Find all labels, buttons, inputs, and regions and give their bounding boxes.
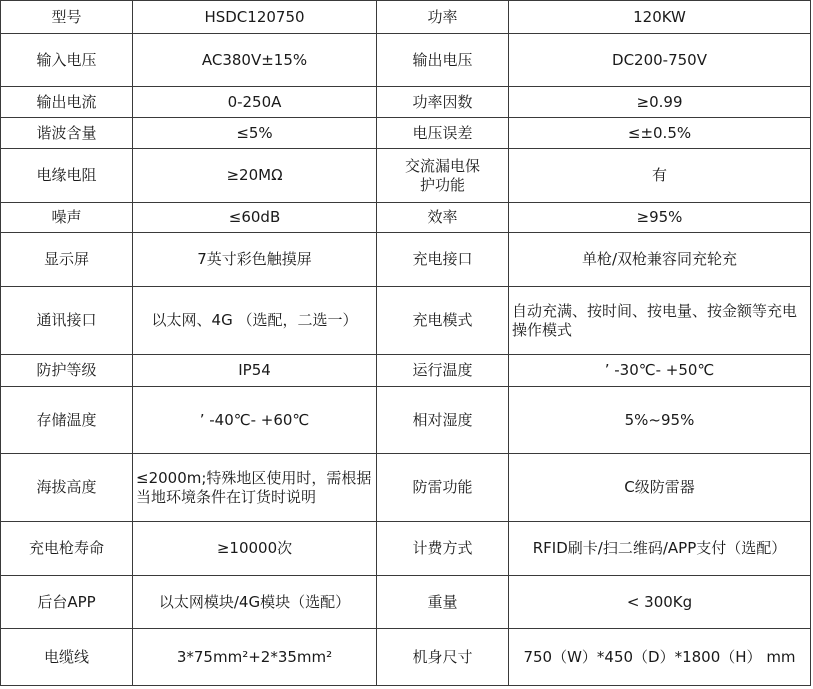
spec-label: 充电接口: [377, 233, 509, 287]
spec-label: 机身尺寸: [377, 629, 509, 686]
spec-label: 充电模式: [377, 287, 509, 355]
spec-label: 输出电流: [1, 87, 133, 118]
spec-value: ≥95%: [509, 203, 811, 233]
table-row: [1, 355, 811, 387]
spec-label: 交流漏电保护功能: [377, 149, 509, 203]
spec-value: DC200-750V: [509, 34, 811, 87]
spec-label: 噪声: [1, 203, 133, 233]
spec-value: ≥10000次: [133, 522, 377, 576]
table-row: [1, 203, 811, 233]
spec-label: 电缘电阻: [1, 149, 133, 203]
spec-label: 功率因数: [377, 87, 509, 118]
spec-value: C级防雷器: [509, 454, 811, 522]
spec-label: 存储温度: [1, 387, 133, 454]
table-row: [1, 629, 811, 686]
spec-value: ≥0.99: [509, 87, 811, 118]
spec-value: AC380V±15%: [133, 34, 377, 87]
spec-label: 型号: [1, 1, 133, 34]
spec-value: 以太网、4G （选配，二选一）: [133, 287, 377, 355]
table-row: [1, 287, 811, 355]
spec-label: 效率: [377, 203, 509, 233]
spec-value: 750（W）*450（D）*1800（H） mm: [509, 629, 811, 686]
spec-value: ≥20MΩ: [133, 149, 377, 203]
table-row: [1, 387, 811, 454]
spec-label: 相对湿度: [377, 387, 509, 454]
spec-label: 重量: [377, 576, 509, 629]
spec-label: 显示屏: [1, 233, 133, 287]
spec-value: 0-250A: [133, 87, 377, 118]
spec-value: < 300Kg: [509, 576, 811, 629]
spec-label: 功率: [377, 1, 509, 34]
spec-value: 自动充满、按时间、按电量、按金额等充电操作模式: [509, 287, 811, 355]
spec-label: 谐波含量: [1, 118, 133, 149]
spec-value: ≤5%: [133, 118, 377, 149]
spec-label: 海拔高度: [1, 454, 133, 522]
spec-value: 以太网模块/4G模块（选配）: [133, 576, 377, 629]
spec-value: 3*75mm²+2*35mm²: [133, 629, 377, 686]
spec-label: 防护等级: [1, 355, 133, 387]
spec-value: HSDC120750: [133, 1, 377, 34]
spec-value: ≤2000m;特殊地区使用时，需根据当地环境条件在订货时说明: [133, 454, 377, 522]
spec-value: 单枪/双枪兼容同充轮充: [509, 233, 811, 287]
table-row: [1, 87, 811, 118]
spec-label: 通讯接口: [1, 287, 133, 355]
table-row: [1, 1, 811, 34]
spec-value: 5%~95%: [509, 387, 811, 454]
spec-label: 防雷功能: [377, 454, 509, 522]
spec-value: ≤±0.5%: [509, 118, 811, 149]
spec-value: 120KW: [509, 1, 811, 34]
spec-value: RFID刷卡/扫二维码/APP支付（选配）: [509, 522, 811, 576]
table-row: [1, 576, 811, 629]
table-row: [1, 118, 811, 149]
spec-label: 输出电压: [377, 34, 509, 87]
spec-value: IP54: [133, 355, 377, 387]
spec-label: 输入电压: [1, 34, 133, 87]
spec-label: 后台APP: [1, 576, 133, 629]
table-row: [1, 233, 811, 287]
spec-value: ≤60dB: [133, 203, 377, 233]
table-row: [1, 34, 811, 87]
table-row: [1, 522, 811, 576]
spec-label: 电压误差: [377, 118, 509, 149]
spec-label: 计费方式: [377, 522, 509, 576]
spec-label: 充电枪寿命: [1, 522, 133, 576]
spec-value: ’ -30℃- +50℃: [509, 355, 811, 387]
spec-value: 有: [509, 149, 811, 203]
spec-value: 7英寸彩色触摸屏: [133, 233, 377, 287]
spec-label: 运行温度: [377, 355, 509, 387]
table-row: [1, 149, 811, 203]
spec-value: ’ -40℃- +60℃: [133, 387, 377, 454]
spec-label: 电缆线: [1, 629, 133, 686]
table-row: [1, 454, 811, 522]
